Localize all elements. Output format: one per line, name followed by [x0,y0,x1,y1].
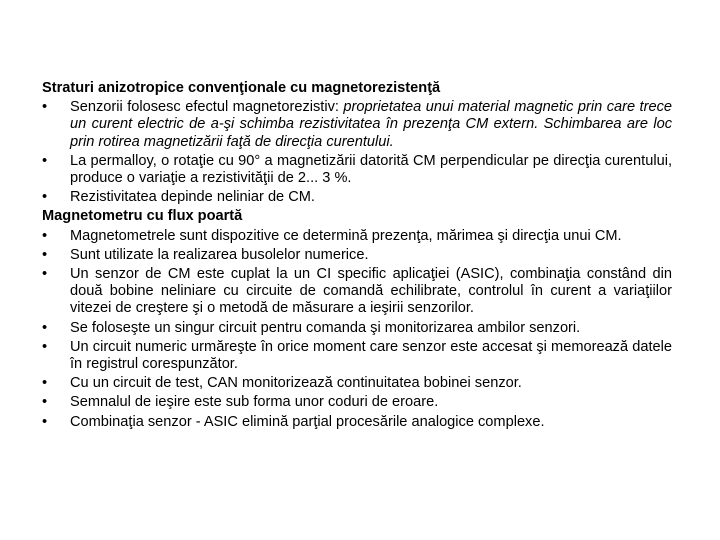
list-item-text: Senzorii folosesc efectul magnetorezistiv: [70,99,344,116]
section-heading-anisotropic-layers: Straturi anizotropice convenţionale cu magnetorezistenţă [42,80,441,96]
bullet-icon: • [42,394,48,411]
bullet-icon: • [42,413,48,430]
slide-content [42,80,672,433]
bullet-icon: • [42,99,48,116]
bullet-icon: • [42,152,48,169]
list-item [42,375,672,392]
bullet-icon: • [42,227,48,244]
list-item [42,228,672,245]
list-item-text: Semnalul de ieşire este sub forma unor coduri de eroare. [70,394,439,411]
bullet-icon: • [42,246,48,263]
list-item-text: Un circuit numeric urmăreşte în orice moment care senzor este accesat şi memorează datele în registrul corespunzător. [70,338,672,373]
list-item [42,320,672,337]
section-heading-fluxgate: Magnetometru cu flux poartă [42,208,243,225]
bullet-list-anisotropic [42,99,672,206]
list-item [42,266,672,318]
list-item-text: Combinaţia senzor - ASIC elimină parţial procesările analogice complexe. [70,413,545,430]
list-item-text: Se foloseşte un singur circuit pentru comanda şi monitorizarea ambilor senzori. [70,319,581,336]
list-item-text: Sunt utilizate la realizarea busolelor numerice. [70,246,369,263]
list-item-text: Cu un circuit de test, CAN monitorizează continuitatea bobinei senzor. [70,375,522,392]
bullet-icon: • [42,189,48,206]
list-item [42,394,672,411]
list-item [42,414,672,431]
bullet-icon: • [42,338,48,355]
bullet-list-fluxgate [42,228,672,431]
list-item-text: La permalloy, o rotaţie cu 90° a magnetizării datorită CM perpendicular pe direcţia curentului, produce o variaţie a rezistivităţii de 2... 3 %. [70,152,672,187]
list-item-text: Magnetometrele sunt dispozitive ce determină prezenţa, mărimea şi direcţia unui CM. [70,227,622,244]
bullet-icon: • [42,375,48,392]
list-item [42,189,672,206]
list-item [42,339,672,373]
list-item-text: Rezistivitatea depinde neliniar de CM. [70,189,315,206]
list-item [42,153,672,187]
list-item-italic-definition: proprietatea unui material magnetic prin care trece un curent electric de a-şi schimba rezistivitatea în prezenţa CM extern. Schimbarea are loc prin rotirea magnetizării faţă de direcţia curentului. [70,99,673,150]
list-item-text: Un senzor de CM este cuplat la un CI specific aplicaţiei (ASIC), combinaţia constând din două bobine neliniare cu circuite de comandă echilibrate, controlul în curent a variaţiilor vitezei de creştere şi o metodă de măsurare a ieşirii senzorilor. [70,266,672,317]
list-item [42,247,672,264]
bullet-icon: • [42,266,48,283]
list-item [42,99,672,151]
bullet-icon: • [42,319,48,336]
